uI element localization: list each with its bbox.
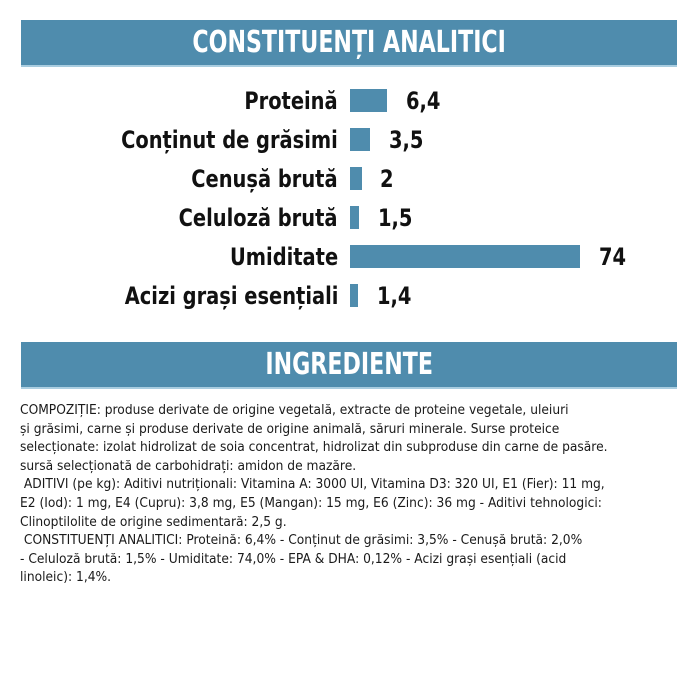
chart-row-value: 1,4 bbox=[377, 282, 412, 310]
chart-row-value: 6,4 bbox=[406, 87, 441, 115]
chart-row-value: 3,5 bbox=[389, 126, 424, 154]
chart-bar bbox=[350, 245, 580, 268]
ingredients-text bbox=[20, 402, 690, 588]
chart-row-fat bbox=[0, 128, 700, 152]
chart-row-value: 2 bbox=[380, 165, 394, 193]
chart-bar bbox=[350, 89, 387, 112]
chart-row-label: Celuloză brută bbox=[179, 204, 338, 232]
ingredients-line: selecționate: izolat hidrolizat de soia concentrat, hidrolizat din subproduse din carne de pasăre. bbox=[20, 440, 608, 456]
ingredients-line: CONSTITUENȚI ANALITICI: Proteină: 6,4% - Conținut de grăsimi: 3,5% - Cenușă brută: 2,0% bbox=[20, 533, 583, 549]
chart-row-moisture bbox=[0, 245, 700, 269]
ingredients-line: COMPOZIȚIE: produse derivate de origine vegetală, extracte de proteine vegetale, uleiuri bbox=[20, 403, 569, 418]
chart-row-label: Proteină bbox=[244, 87, 338, 115]
ingredients-title: INGREDIENTE bbox=[265, 347, 433, 382]
chart-bar bbox=[350, 284, 358, 307]
ingredients-line: E2 (Iod): 1 mg, E4 (Cupru): 3,8 mg, E5 (Mangan): 15 mg, E6 (Zinc): 36 mg - Aditivi tehnologici: bbox=[20, 495, 602, 511]
ingredients-line: ADITIVI (pe kg): Aditivi nutriționali: Vitamina A: 3000 UI, Vitamina D3: 320 UI, E1 (Fier): 11 mg, bbox=[20, 477, 605, 493]
chart-row-label: Cenușă brută bbox=[191, 165, 338, 193]
chart-row-value: 1,5 bbox=[378, 204, 413, 232]
chart-row-label: Acizi grași esențiali bbox=[124, 282, 338, 310]
chart-row-label: Conținut de grăsimi bbox=[121, 126, 338, 154]
chart-bar bbox=[350, 167, 362, 190]
chart-row-essential-fatty-acids bbox=[0, 284, 700, 308]
ingredients-line: linoleic): 1,4%. bbox=[20, 570, 112, 586]
chart-bar bbox=[350, 128, 370, 151]
analytical-constituents-title: CONSTITUENȚI ANALITICI bbox=[192, 25, 506, 60]
chart-row-protein bbox=[0, 89, 700, 113]
ingredients-header bbox=[21, 342, 677, 389]
analytical-constituents-chart bbox=[0, 0, 700, 330]
chart-row-fiber bbox=[0, 206, 700, 230]
chart-row-label: Umiditate bbox=[229, 243, 338, 271]
chart-row-value: 74 bbox=[599, 243, 627, 271]
chart-row-ash bbox=[0, 167, 700, 191]
ingredients-line: Clinoptilolite de origine sedimentară: 2,5 g. bbox=[20, 514, 287, 530]
ingredients-line: - Celuloză brută: 1,5% - Umiditate: 74,0% - EPA & DHA: 0,12% - Acizi grași esențiali (acid bbox=[20, 551, 567, 567]
chart-bar bbox=[350, 206, 359, 229]
ingredients-line: sursă selecționată de carbohidrați: amidon de mazăre. bbox=[20, 458, 357, 474]
ingredients-line: și grăsimi, carne și produse derivate de origine animală, săruri minerale. Surse proteice bbox=[20, 421, 560, 437]
